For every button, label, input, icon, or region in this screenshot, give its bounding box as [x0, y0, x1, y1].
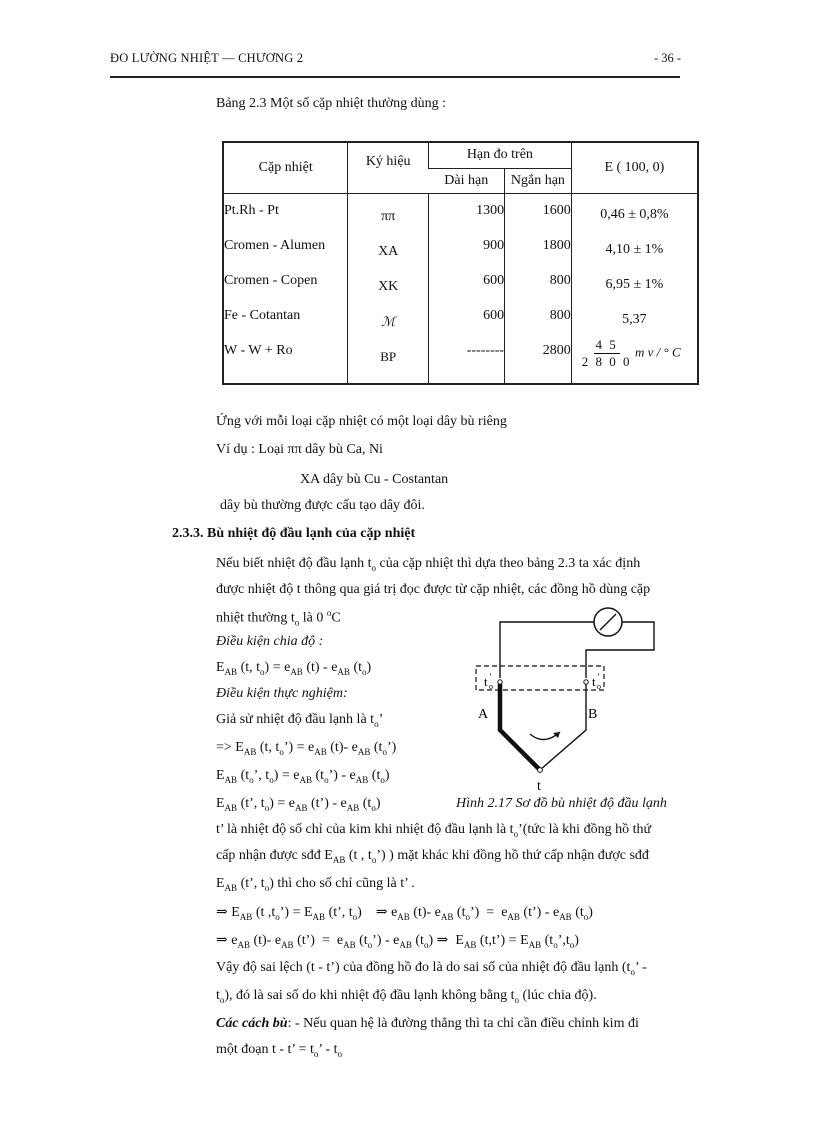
- cell-name: Cromen - Alumen: [224, 238, 326, 253]
- condition-label: Điều kiện chia độ :: [216, 634, 324, 649]
- paragraph: Các cách bù: - Nếu quan hệ là đường thẳng thì ta chỉ cần điều chỉnh kim đi: [216, 1016, 639, 1031]
- cell-long: 900: [483, 238, 505, 253]
- paragraph: nhiệt thường $t_o$ là 0 $^o$C: [216, 608, 341, 628]
- cell-symbol: BP: [380, 349, 397, 364]
- th-thermocouple: Cặp nhiệt: [223, 142, 348, 194]
- cell-short: 2800: [542, 343, 571, 358]
- paragraph: dây bù thường được cấu tạo dây đôi.: [220, 498, 425, 513]
- cell-emf: 6,95 ± 1%: [605, 277, 664, 292]
- svg-text:t: t: [592, 674, 596, 689]
- equation: $E_{AB}$ (t’, $t_o) = e_{AB}$ (t’) - $e_{AB}$ $(t_o)$: [216, 796, 381, 813]
- th-short-term: Ngắn hạn: [505, 168, 572, 194]
- cell-long: 1300: [476, 203, 505, 218]
- paragraph: XA dây bù Cu - Costantan: [300, 472, 449, 487]
- th-long-term: Dài hạn: [428, 168, 504, 194]
- svg-text:t: t: [484, 674, 488, 689]
- header-rule: [110, 76, 680, 78]
- svg-text:’: ’: [597, 672, 600, 682]
- cold-junction-diagram: [468, 596, 668, 796]
- cell-short: 1600: [542, 203, 571, 218]
- cell-symbol: ℳ: [381, 314, 396, 329]
- paragraph: t’ là nhiệt độ số chỉ của kim khi nhiệt độ đầu lạnh là $t_o’(tức$ là khi đồng hồ thứ: [216, 822, 652, 839]
- section-heading: 2.3.3. Bù nhiệt độ đầu lạnh của cặp nhiệt: [172, 526, 416, 541]
- paragraph: cấp nhận được sđđ $E_{AB}$ (t , $t_o$’) ) mặt khác khi đồng hồ thứ cấp nhận được sđđ: [216, 848, 649, 865]
- cell-short: 800: [549, 308, 571, 323]
- svg-text:o: o: [489, 682, 493, 691]
- paragraph: được nhiệt độ t thông qua giá trị đọc được từ cặp nhiệt, các đồng hồ dùng cặp: [216, 582, 651, 597]
- cell-emf: 4,10 ± 1%: [605, 242, 664, 257]
- cell-long: 600: [483, 308, 505, 323]
- cell-name: Fe - Cotantan: [224, 308, 301, 323]
- th-symbol: Ký hiệu: [348, 142, 429, 194]
- cell-emf-fraction: $\frac{4 5}{2 8 0 0}$ m v / ° C: [581, 337, 681, 369]
- cell-name: Pt.Rh - Pt: [224, 203, 279, 218]
- cell-emf: 5,37: [622, 312, 647, 327]
- cell-symbol: XK: [378, 279, 399, 294]
- page-number: - 36 -: [654, 51, 682, 65]
- cell-name: Cromen - Copen: [224, 273, 318, 288]
- paragraph: Ứng với mỗi loại cặp nhiệt có một loại dây bù riêng: [216, 414, 507, 429]
- running-header-title: ĐO LƯỜNG NHIỆT — CHƯƠNG 2: [110, 51, 304, 65]
- paragraph: Vậy độ sai lệch (t - t’) của đồng hồ đo là do sai số của nhiệt độ đầu lạnh ($t_o$’ -: [216, 960, 647, 977]
- figure-caption: Hình 2.17 Sơ đồ bù nhiệt độ đầu lạnh: [456, 796, 667, 811]
- cell-long: --------: [466, 343, 505, 358]
- paragraph: $t_o$), đó là sai số do khi nhiệt độ đầu lạnh không bằng $t_o$ (lúc chia độ).: [216, 988, 597, 1005]
- wire-a: [500, 684, 540, 770]
- cell-name: W - W + Ro: [224, 343, 293, 358]
- th-range-group: Hạn đo trên: [428, 142, 571, 168]
- paragraph: $E_{AB}$ (t’, $t_o$) thì cho số chỉ cũng là t’ .: [216, 876, 415, 893]
- equation: => $E_{AB}$ (t, $t_o’) = e_{AB}$ (t)- $e_{AB}$ $(t_o’)$: [216, 740, 397, 757]
- wire-b: [540, 684, 586, 770]
- cell-symbol: ππ: [381, 209, 396, 224]
- paragraph: Ví dụ : Loại ππ dây bù Ca, Ni: [216, 442, 383, 457]
- th-emf: E ( 100, 0): [571, 142, 698, 194]
- label-b: B: [588, 707, 598, 722]
- table-body: [223, 194, 698, 385]
- table-caption: Bảng 2.3 Một số cặp nhiệt thường dùng :: [216, 96, 447, 111]
- label-a: A: [478, 707, 489, 722]
- cell-short: 800: [549, 273, 571, 288]
- equation: $E_{AB}$ ($t_o$’, $t_o) = e_{AB}$ $(t_o’) - e_{AB}$ $(t_o)$: [216, 768, 390, 785]
- cell-symbol: XA: [378, 244, 399, 259]
- cell-emf: 0,46 ± 0,8%: [600, 207, 669, 222]
- paragraph: Nếu biết nhiệt độ đầu lạnh $t_o$ của cặp nhiệt thì dựa theo bảng 2.3 ta xác định: [216, 556, 641, 573]
- condition-label: Điều kiện thực nghiệm:: [216, 686, 348, 701]
- paragraph: Giả sử nhiệt độ đầu lạnh là $t_o$’: [216, 712, 384, 729]
- cold-junction-box: [476, 666, 604, 690]
- equation: $E_{AB}$ (t, $t_o) = e_{AB}$ $(t) - e_{AB}$ $(t_o)$: [216, 660, 372, 677]
- svg-text:o: o: [597, 682, 601, 691]
- paragraph: một đoạn t - t’ = $t_o$’ - $t_o$: [216, 1042, 343, 1059]
- cell-short: 1800: [542, 238, 571, 253]
- thermocouple-table: [222, 141, 699, 385]
- cell-long: 600: [483, 273, 505, 288]
- equation: ⇒ $E_{AB}$ (t $,t_o’) = E_{AB}$ (t’, $t_o$) ⇒ $e_{AB}$ (t)- $e_{AB}$ $(t_o’) = e_{AB}$ (t’) - $e_{AB}$ $(t_o)$: [216, 905, 593, 922]
- label-t: t: [537, 779, 541, 794]
- equation: ⇒ $e_{AB}$ (t)- $e_{AB}$ (t’) = $e_{AB}$ $(t_o’) - e_{AB}$ $(t_o)$ ⇒ $E_{AB}$ (t,t’) = $E_{AB}$ $(t_o’,t_o)$: [216, 933, 579, 950]
- svg-text:’: ’: [489, 672, 492, 682]
